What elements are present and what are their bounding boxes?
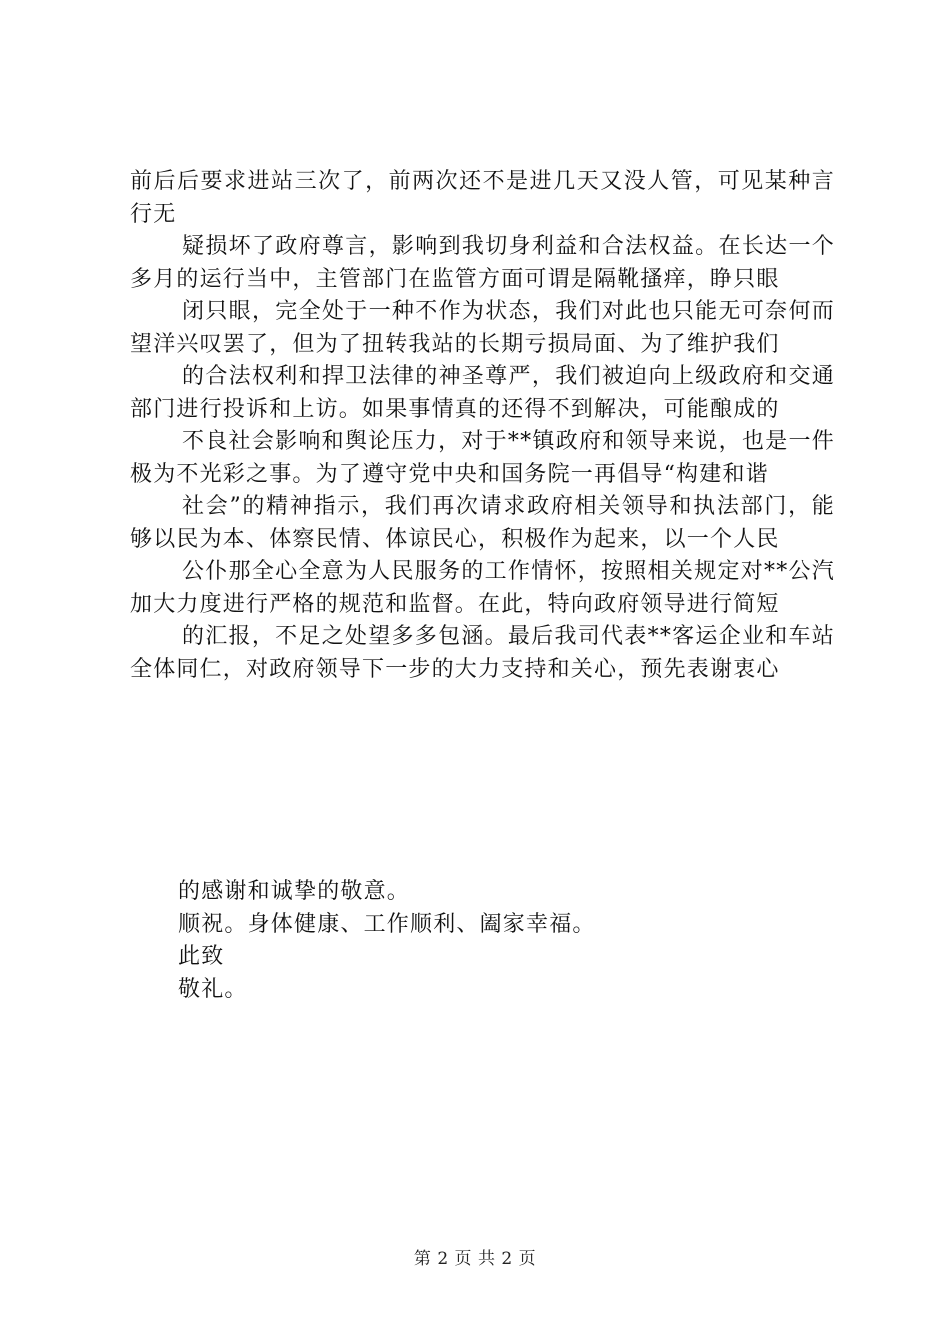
closing-line-jingli: 敬礼。 — [178, 976, 248, 1002]
paragraph-7: 公仆那全心全意为人民服务的工作情怀，按照相关规定对**公汽加大力度进行严格的规范和监督。在此，特向政府领导进行简短 — [130, 559, 835, 617]
paragraph-6: 社会”的精神指示，我们再次请求政府相关领导和执法部门，能够以民为本、体察民情、体谅民心，积极作为起来，以一个人民 — [130, 494, 835, 552]
paragraph-8: 的汇报，不足之处望多多包涵。最后我司代表**客运企业和车站全体同仁，对政府领导下一步的大力支持和关心，预先表谢衷心 — [130, 624, 835, 682]
paragraph-3: 闭只眼，完全处于一种不作为状态，我们对此也只能无可奈何而望洋兴叹罢了，但为了扭转我站的长期亏损局面、为了维护我们 — [130, 299, 835, 357]
document-body — [130, 166, 835, 686]
closing-line-wishes: 顺祝。身体健康、工作顺利、阖家幸福。 — [178, 911, 596, 937]
page-number-footer: 第 2 页 共 2 页 — [413, 1249, 537, 1269]
paragraph-4: 的合法权利和捍卫法律的神圣尊严，我们被迫向上级政府和交通部门进行投诉和上访。如果事情真的还得不到解决，可能酿成的 — [130, 364, 835, 422]
closing-block — [178, 876, 828, 1006]
closing-line-cizhi: 此致 — [178, 944, 225, 969]
paragraph-1: 前后后要求进站三次了，前两次还不是进几天又没人管，可见某种言行无 — [130, 169, 835, 227]
paragraph-2: 疑损坏了政府尊言，影响到我切身利益和合法权益。在长达一个多月的运行当中，主管部门在监管方面可谓是隔靴搔痒，睁只眼 — [130, 234, 835, 292]
paragraph-5: 不良社会影响和舆论压力，对于**镇政府和领导来说，也是一件极为不光彩之事。为了遵守党中央和国务院一再倡导“构建和谐 — [130, 429, 835, 487]
closing-line-thanks: 的感谢和诚挚的敬意。 — [178, 879, 411, 904]
